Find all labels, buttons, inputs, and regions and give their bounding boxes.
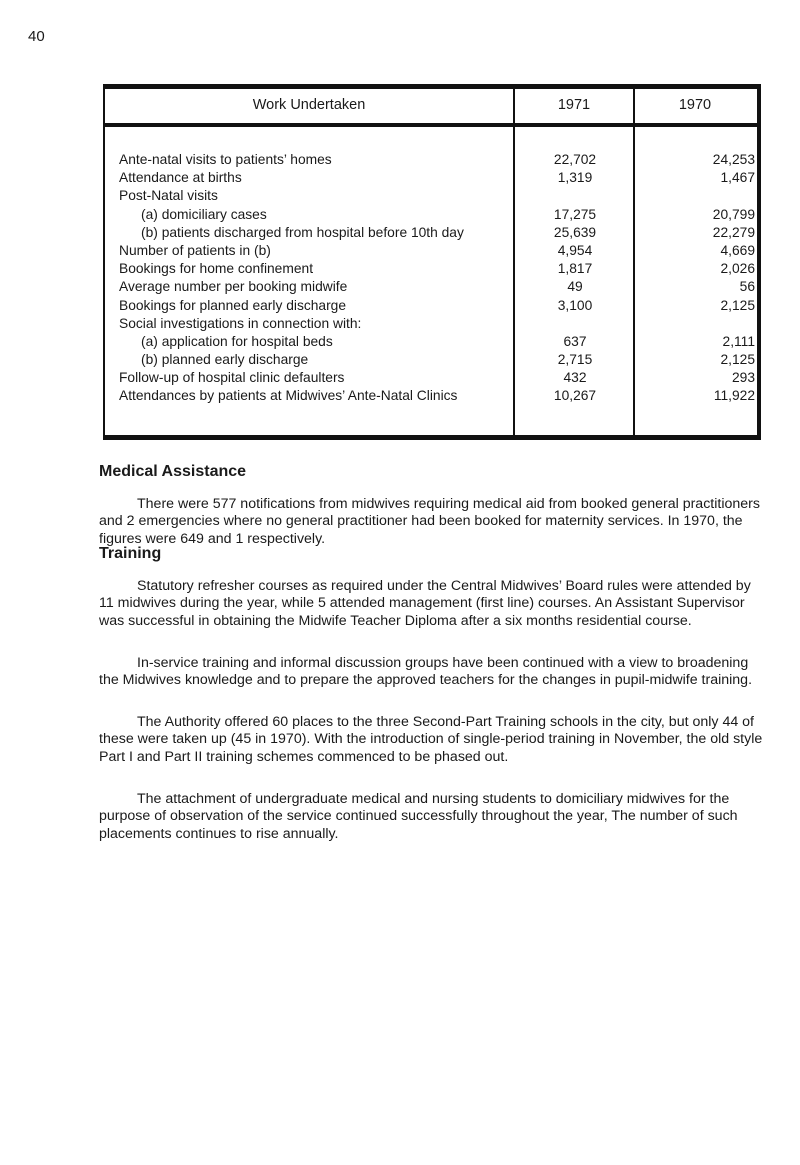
value-1970: 2,125 bbox=[720, 352, 755, 368]
table-row bbox=[105, 260, 757, 278]
table-row bbox=[105, 242, 757, 260]
row-label: (a) application for hospital beds bbox=[141, 333, 333, 349]
header-rule bbox=[105, 123, 757, 127]
page-number: 40 bbox=[28, 28, 45, 45]
row-label: Ante-natal visits to patients’ homes bbox=[119, 152, 332, 167]
table-row bbox=[105, 315, 757, 333]
value-1971: 4,954 bbox=[557, 242, 593, 258]
table-row bbox=[105, 206, 757, 224]
table-row bbox=[105, 151, 757, 169]
value-1970: 293 bbox=[731, 370, 755, 386]
header-work-undertaken: Work Undertaken bbox=[252, 97, 366, 113]
row-label: (b) patients discharged from hospital before 10th day bbox=[141, 224, 464, 240]
table-row bbox=[105, 169, 757, 187]
value-1971: 22,702 bbox=[553, 152, 597, 167]
table-body bbox=[105, 151, 757, 406]
value-1970: 22,279 bbox=[712, 224, 755, 240]
table-row bbox=[105, 278, 757, 296]
table-row bbox=[105, 224, 757, 242]
medical-paragraph: There were 577 notifications from midwives requiring medical aid from booked general practitioners and 2 emergencies where no general practitioner had been booked for maternity services. In 1970, the figures were 649 and 1 respectively. bbox=[99, 496, 760, 547]
table-row bbox=[105, 351, 757, 369]
row-label: Bookings for home confinement bbox=[119, 261, 314, 277]
table-row bbox=[105, 387, 757, 405]
training-paragraph: The attachment of undergraduate medical and nursing students to domiciliary midwives for the purpose of observation of the service continued successfully throughout the year, The number of such placements continues to rise annually. bbox=[99, 791, 738, 842]
row-label: Bookings for planned early discharge bbox=[119, 297, 347, 313]
row-label: (b) planned early discharge bbox=[141, 352, 309, 368]
value-1971: 3,100 bbox=[557, 297, 593, 313]
row-label: Attendance at births bbox=[119, 170, 242, 186]
value-1971: 49 bbox=[567, 279, 583, 295]
header-1971: 1971 bbox=[557, 97, 591, 113]
value-1970: 2,111 bbox=[722, 333, 755, 349]
row-label: Number of patients in (b) bbox=[119, 242, 271, 258]
value-1971: 432 bbox=[563, 370, 587, 386]
table-row bbox=[105, 297, 757, 315]
training-heading: Training bbox=[99, 545, 162, 562]
header-1970: 1970 bbox=[678, 97, 712, 113]
table-row bbox=[105, 333, 757, 351]
value-1971: 2,715 bbox=[557, 352, 593, 368]
row-label: Social investigations in connection with: bbox=[119, 315, 362, 331]
value-1971: 10,267 bbox=[553, 388, 597, 404]
table-row bbox=[105, 187, 757, 205]
training-paragraph: In-service training and informal discussion groups have been continued with a view to broadening the Midwives knowledge and to prepare the approved teachers for the changes in pupil-midwife training. bbox=[99, 655, 753, 689]
medical-assistance-heading: Medical Assistance bbox=[99, 463, 247, 480]
value-1971: 1,817 bbox=[557, 261, 593, 277]
value-1971: 1,319 bbox=[557, 170, 593, 186]
value-1970: 2,125 bbox=[720, 297, 755, 313]
value-1970: 4,669 bbox=[720, 242, 755, 258]
value-1971: 17,275 bbox=[553, 206, 597, 222]
table-row bbox=[105, 369, 757, 387]
work-undertaken-table bbox=[103, 84, 761, 440]
training-paragraph: The Authority offered 60 places to the three Second-Part Training schools in the city, but only 44 of these were taken up (45 in 1970). With the introduction of single-period training in November, the old style Part I and Part II training schemes commenced to be phased out. bbox=[99, 714, 763, 765]
value-1970: 20,799 bbox=[712, 206, 755, 222]
value-1971: 25,639 bbox=[553, 224, 597, 240]
value-1971: 637 bbox=[563, 333, 587, 349]
value-1970: 1,467 bbox=[720, 170, 755, 186]
row-label: Attendances by patients at Midwives’ Ante-Natal Clinics bbox=[119, 388, 458, 404]
value-1970: 11,922 bbox=[713, 388, 755, 404]
value-1970: 2,026 bbox=[720, 261, 755, 277]
row-label: (a) domiciliary cases bbox=[141, 206, 267, 222]
value-1970: 56 bbox=[739, 279, 755, 295]
training-paragraph: Statutory refresher courses as required under the Central Midwives’ Board rules were attended by 11 midwives during the year, while 5 attended management (first line) courses. An Assistant Supervisor was successful in obtaining the Midwife Teacher Diploma after a six months residential course. bbox=[99, 578, 751, 629]
row-label: Average number per booking midwife bbox=[119, 279, 348, 295]
value-1970: 24,253 bbox=[712, 152, 755, 167]
row-label: Follow-up of hospital clinic defaulters bbox=[119, 370, 345, 386]
row-label: Post-Natal visits bbox=[119, 188, 218, 204]
